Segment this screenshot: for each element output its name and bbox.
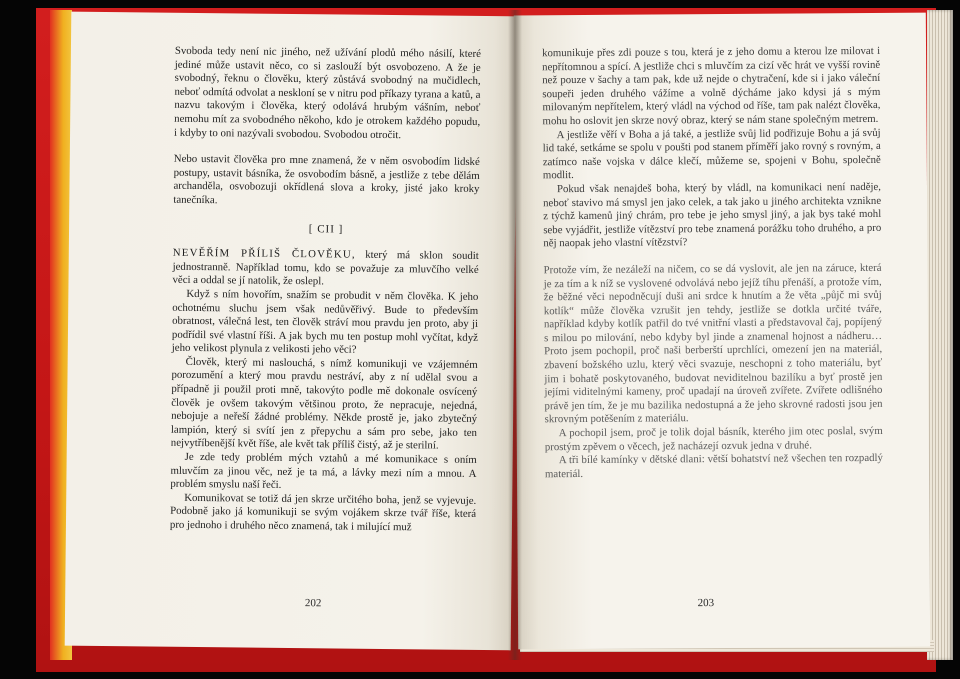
paragraph: komunikuje přes zdi pouze s tou, která je z jeho domu a kterou lze milovat i nepřítomnou a spící. A jestliže chci s mluvčím za cizí věc hrát ve vyšší rovině než pouze v šachy a tam pak, kde už nejde o chytračení, kde si i jako váleční soupeři jeden druhého vážíme a volně dýcháme jako kdysi já s mým milovaným nepřítelem, který vládl na východ od říše, tam pak nalézt člověka, mohu ho oslovit jen skrze nový obraz, který se nám stane společným metrem.: [542, 44, 881, 128]
lead-caps: NEVĚŘÍM PŘÍLIŠ ČLOVĚKU,: [172, 246, 356, 261]
right-page-text: [542, 45, 883, 482]
right-page: [514, 13, 930, 650]
paragraph: Pokud však nenajdeš boha, který by vládl, na komunikaci není naděje, neboť stavivo má smysl jen jako celek, a tak jako u jiného architekta vznikne z týchž kamenů jiný chrám, pro tebe je jeho smysl jiný, a jak bys také mohl sebe vyjádřit, jestliže vítězství pro tebe znamená porážku toho druhého, a pro něj naopak jeho vlastní vítězství?: [543, 180, 882, 250]
paragraph: A pochopil jsem, proč je tolik dojal básník, kterého jim otec poslal, svým prostým zpěvem o věcech, jež nacházejí ozvuk jedna v druhé.: [544, 424, 883, 453]
paragraph: Svoboda tedy není nic jiného, než užívání plodů mého násilí, které jediné může ustavit něco, co si zaslouží být osvobozeno. A že je svobodný, řeknu o člověku, který zůstává svobodný na mučidlech, neboť odmítá odvolat a neskloní se v nitru pod příkazy tyrana a katů, a nazvu takovým i člověka, který odolává hrubým vášním, neboť nemohu mít za svobodného někoho, kdo je otrokem každého popudu, i kdyby to oni nazývali svobodou. Svobodou otročit.: [174, 44, 481, 141]
paragraph: Člověk, který mi naslouchá, s nímž komunikuji ve vzájemném porozumění a který mou pravdu nestráví, aby z ní udělal svou a případně ji použil proti mně, takovýto podle mě dokonale osvícený člověk je ovšem takovým většinou proto, že nepracuje, nejedná, nebojuje a neřeší žádné problémy. Někde prostě je, jako zbytečný lampión, který si svítí jen z přepychu a sám pro sebe, jako ten nejvytříbenější květ říše, ale květ tak příliš čistý, až je sterilní.: [170, 355, 478, 452]
paragraph: Nebo ustavit člověka pro mne znamená, že v něm osvobodím lidské postupy, ustavit básníka, že osvobodím básně, a jestliže z tebe dělám archanděla, osvobozuji okřídlená slova a kroky, jisté jako kroky tanečníka.: [173, 152, 480, 207]
page-stack-right: [927, 10, 953, 660]
left-page-text: [170, 45, 481, 536]
paragraph: A tři bílé kamínky v dětské dlani: větší bohatství než všechen ten rozpadlý materiál.: [544, 452, 883, 481]
left-page: [65, 12, 518, 651]
paragraph: Protože vím, že nezáleží na ničem, co se dá vyslovit, ale jen na záruce, která je za tím a k níž se vyslovené odvolává nebo jejíž tíhu přenáší, a protože vím, že běžné věci nepodněcují duši ani srdce k hnutím a že věta „půjč mi svůj kotlík“ může člověka vzrušit jen tehdy, jestliže se dotkla určité tváře, například kdyby kotlík patřil do tvé vnitřní vlasti a představoval čaj, popíjený s milou po milování, nebo kdyby byl jinde a znamenal hojnost a nádheru… Proto jsem pochopil, proč naši berberští uprchlíci, omezení jen na materiál, zbavení božského uzlu, který věci svazuje, neschopni z toho materiálu, byť jim i bohatě poskytovaného, budovat neviditelnou bazilíku a byť prostě jen jejími viditelnými kameny, proč upadají na úroveň zvířete. Zvířete odlišného právě jen tím, že je mu bazilika nedostupná a že jeho skrovné radosti jsou jen skrovným potěšením z materiálu.: [543, 261, 883, 426]
paragraph: A jestliže věří v Boha a já také, a jestliže svůj lid podřizuje Bohu a já svůj lid také, setkáme se spolu v poušti pod stanem příměří jako rovný s rovným, a zatímco naše vojska v dálce klečí, můžeme se, spojeni v Bohu, společně modlit.: [542, 126, 881, 182]
page-number: 202: [304, 597, 322, 610]
book-gutter: [508, 10, 522, 660]
lead-rest: který má sklon soudit jednostranně. Například tomu, kdo se považuje za mluvčího velké věci a oddal se jí natolik, že oslepl.: [172, 248, 479, 288]
lead-paragraph: [172, 247, 478, 291]
paragraph: Když s ním hovořím, snažím se probudit v něm člověka. K jeho ochotnému sluchu jsem však nedůvěřivý. Bude to především obratnost, válečná lest, ten člověk stráví mou pravdu jen proto, aby ji podřídil své vlastní říši. A jak bych mu ten postup mohl vyčítat, když jeho velikost plynula z velikosti jeho věci?: [171, 287, 479, 356]
paragraph: Komunikovat se totiž dá jen skrze určitého boha, jenž se vyjevuje. Podobně jako já komunikuji se svým vojákem skrze tvář říše, která pro jednoho i druhého něco znamená, tak i milující muž: [169, 491, 477, 534]
paragraph: Je zde tedy problém mých vztahů a mé komunikace s oním mluvčím za jinou věc, než je ta má, a lávky mezi ním a mnou. A problém smyslu naší řeči.: [170, 450, 477, 492]
section-heading: [ CII ]: [308, 222, 344, 236]
page-number: 203: [697, 597, 715, 610]
